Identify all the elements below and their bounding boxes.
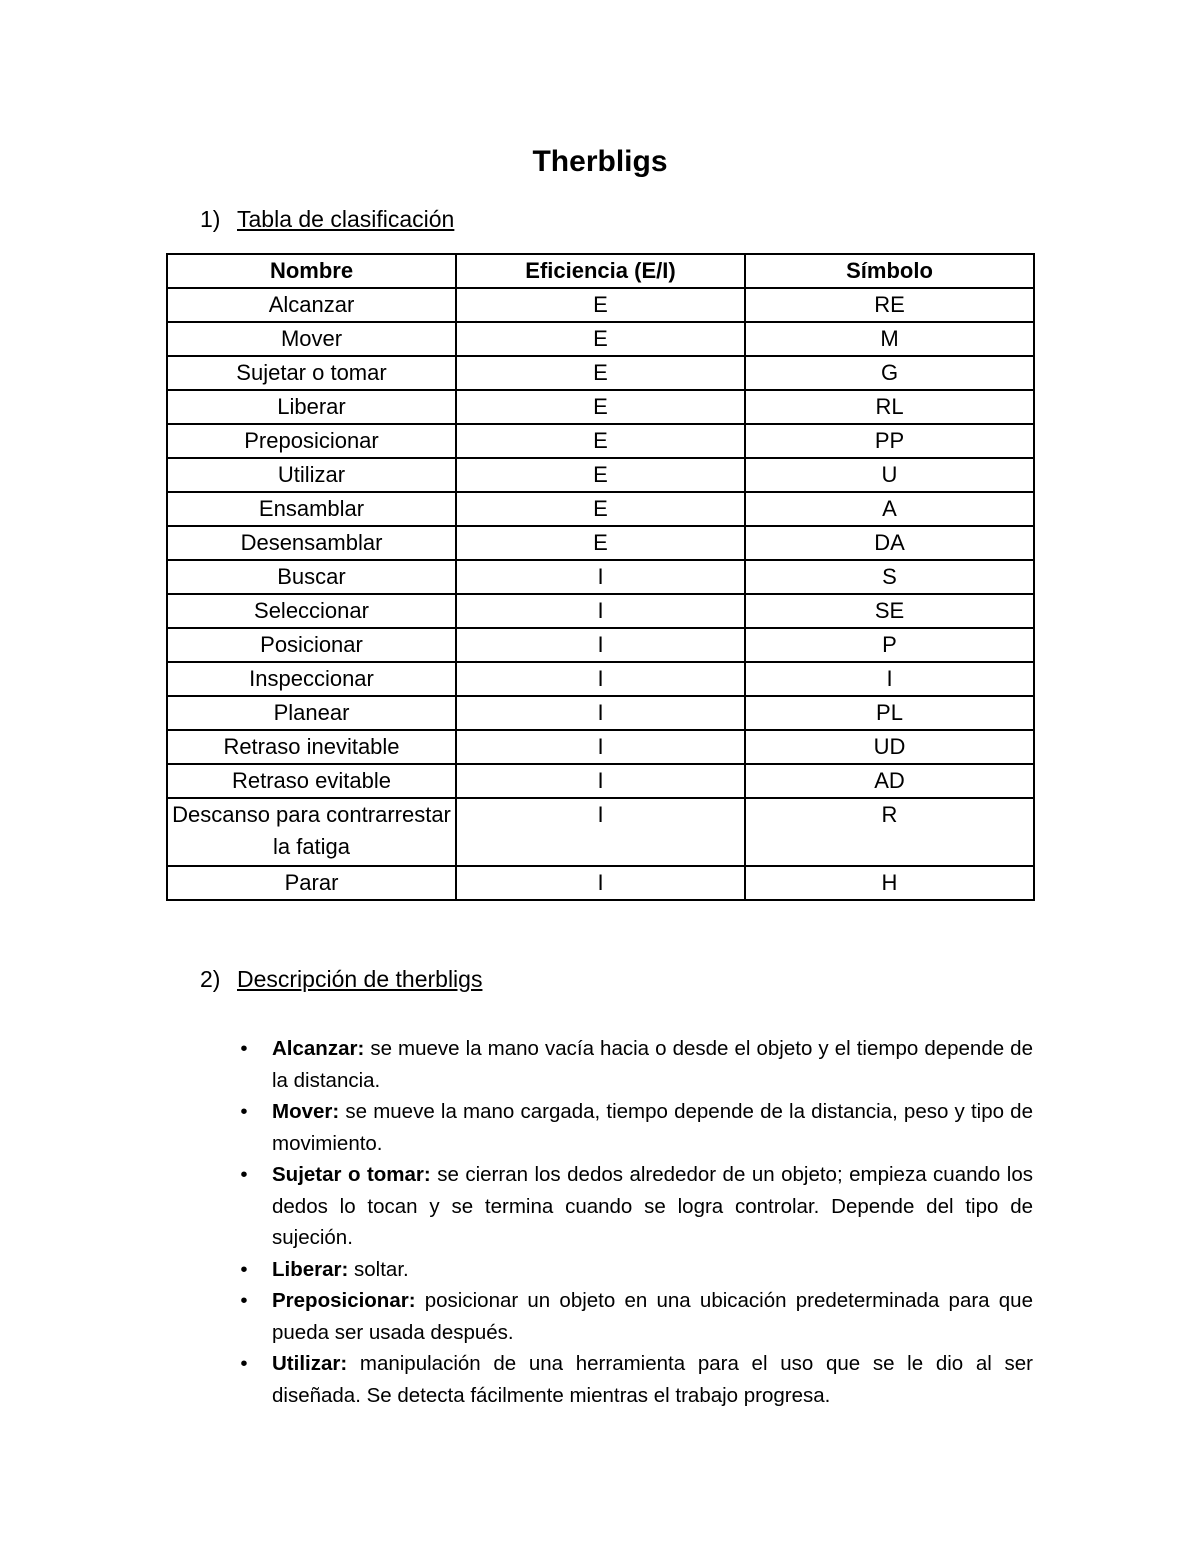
page-title: Therbligs [532,145,668,178]
cell-eficiencia: I [456,560,745,594]
cell-eficiencia: I [456,662,745,696]
cell-nombre: Utilizar [167,458,456,492]
bullet-icon: • [240,1100,248,1123]
table-row [167,356,1034,390]
table-row [167,696,1034,730]
column-header-eficiencia: Eficiencia (E/I) [456,254,745,288]
cell-nombre: Sujetar o tomar [167,356,456,390]
cell-eficiencia: I [456,764,745,798]
cell-simbolo: P [745,628,1034,662]
column-header-simbolo: Símbolo [745,254,1034,288]
bullet-icon: • [240,1257,248,1281]
cell-nombre: Retraso inevitable [167,730,456,764]
description-term: Utilizar: [272,1352,348,1375]
cell-simbolo: RL [745,390,1034,424]
cell-nombre: Preposicionar [167,424,456,458]
description-list [236,1033,1033,1411]
table-row [167,730,1034,764]
description-term: Liberar: [272,1257,349,1281]
description-text: posicionar un objeto en una ubicación predeterminada para que pueda ser usada después. [272,1289,1033,1344]
description-text: se cierran los dedos alrededor de un objeto; empieza cuando los dedos lo tocan y se termina cuando se logra controlar. Depende del tipo de sujeción. [272,1163,1033,1249]
cell-eficiencia: E [456,458,745,492]
table-row [167,798,1034,866]
cell-nombre: Inspeccionar [167,662,456,696]
description-term: Sujetar o tomar: [272,1163,431,1186]
cell-nombre: Mover [167,322,456,356]
table-row [167,322,1034,356]
cell-nombre: Liberar [167,390,456,424]
table-row [167,288,1034,322]
cell-simbolo: M [745,322,1034,356]
cell-simbolo: DA [745,526,1034,560]
table-row [167,594,1034,628]
cell-simbolo: H [745,866,1034,900]
column-header-nombre: Nombre [167,254,456,288]
table-row [167,492,1034,526]
table-row [167,390,1034,424]
cell-simbolo: U [745,458,1034,492]
cell-eficiencia: I [456,594,745,628]
cell-eficiencia: E [456,390,745,424]
description-text: soltar. [348,1257,409,1281]
cell-nombre: Posicionar [167,628,456,662]
cell-nombre: Desensamblar [167,526,456,560]
section-number: 1) [200,206,221,232]
cell-eficiencia: I [456,866,745,900]
section-heading-text: Tabla de clasificación [237,206,455,232]
table-body [167,288,1034,900]
table-row [167,424,1034,458]
cell-nombre: Seleccionar [167,594,456,628]
list-item [236,1096,1033,1159]
therbligs-table [166,253,1035,901]
cell-nombre: Ensamblar [167,492,456,526]
list-item [236,1348,1033,1411]
cell-eficiencia: E [456,356,745,390]
section-heading-classification [200,202,454,236]
table-row [167,866,1034,900]
description-text: se mueve la mano vacía hacia o desde el objeto y el tiempo depende de la distancia. [272,1037,1033,1092]
table-row [167,764,1034,798]
list-item [236,1254,1033,1286]
cell-nombre: Descanso para contrarrestar la fatiga [167,798,456,866]
section-heading-text: Descripción de therbligs [237,966,483,992]
cell-simbolo: PP [745,424,1034,458]
cell-simbolo: G [745,356,1034,390]
section-heading-description [200,962,482,996]
cell-simbolo: A [745,492,1034,526]
cell-eficiencia: I [456,798,745,866]
cell-eficiencia: E [456,424,745,458]
cell-nombre: Planear [167,696,456,730]
cell-eficiencia: I [456,628,745,662]
bullet-icon: • [240,1037,248,1060]
cell-simbolo: PL [745,696,1034,730]
description-term: Mover: [272,1100,340,1123]
section-number: 2) [200,966,221,992]
cell-eficiencia: E [456,288,745,322]
list-item [236,1159,1033,1254]
cell-eficiencia: E [456,322,745,356]
cell-eficiencia: E [456,526,745,560]
list-item [236,1033,1033,1096]
cell-nombre: Alcanzar [167,288,456,322]
cell-simbolo: UD [745,730,1034,764]
cell-nombre: Retraso evitable [167,764,456,798]
cell-simbolo: SE [745,594,1034,628]
table-row [167,662,1034,696]
cell-simbolo: AD [745,764,1034,798]
cell-eficiencia: E [456,492,745,526]
table-header-row [167,254,1034,288]
description-text: se mueve la mano cargada, tiempo depende de la distancia, peso y tipo de movimiento. [272,1100,1033,1155]
bullet-icon: • [240,1163,248,1186]
cell-simbolo: I [745,662,1034,696]
table-row [167,628,1034,662]
list-item [236,1285,1033,1348]
description-text: manipulación de una herramienta para el uso que se le dio al ser diseñada. Se detecta fácilmente mientras el trabajo progresa. [272,1352,1033,1407]
table-row [167,526,1034,560]
cell-eficiencia: I [456,730,745,764]
cell-eficiencia: I [456,696,745,730]
table-row [167,560,1034,594]
cell-simbolo: RE [745,288,1034,322]
cell-simbolo: S [745,560,1034,594]
table-row [167,458,1034,492]
description-term: Preposicionar: [272,1289,416,1312]
bullet-icon: • [240,1289,248,1312]
bullet-icon: • [240,1352,248,1375]
cell-nombre: Parar [167,866,456,900]
cell-simbolo: R [745,798,1034,866]
description-term: Alcanzar: [272,1037,365,1060]
cell-nombre: Buscar [167,560,456,594]
